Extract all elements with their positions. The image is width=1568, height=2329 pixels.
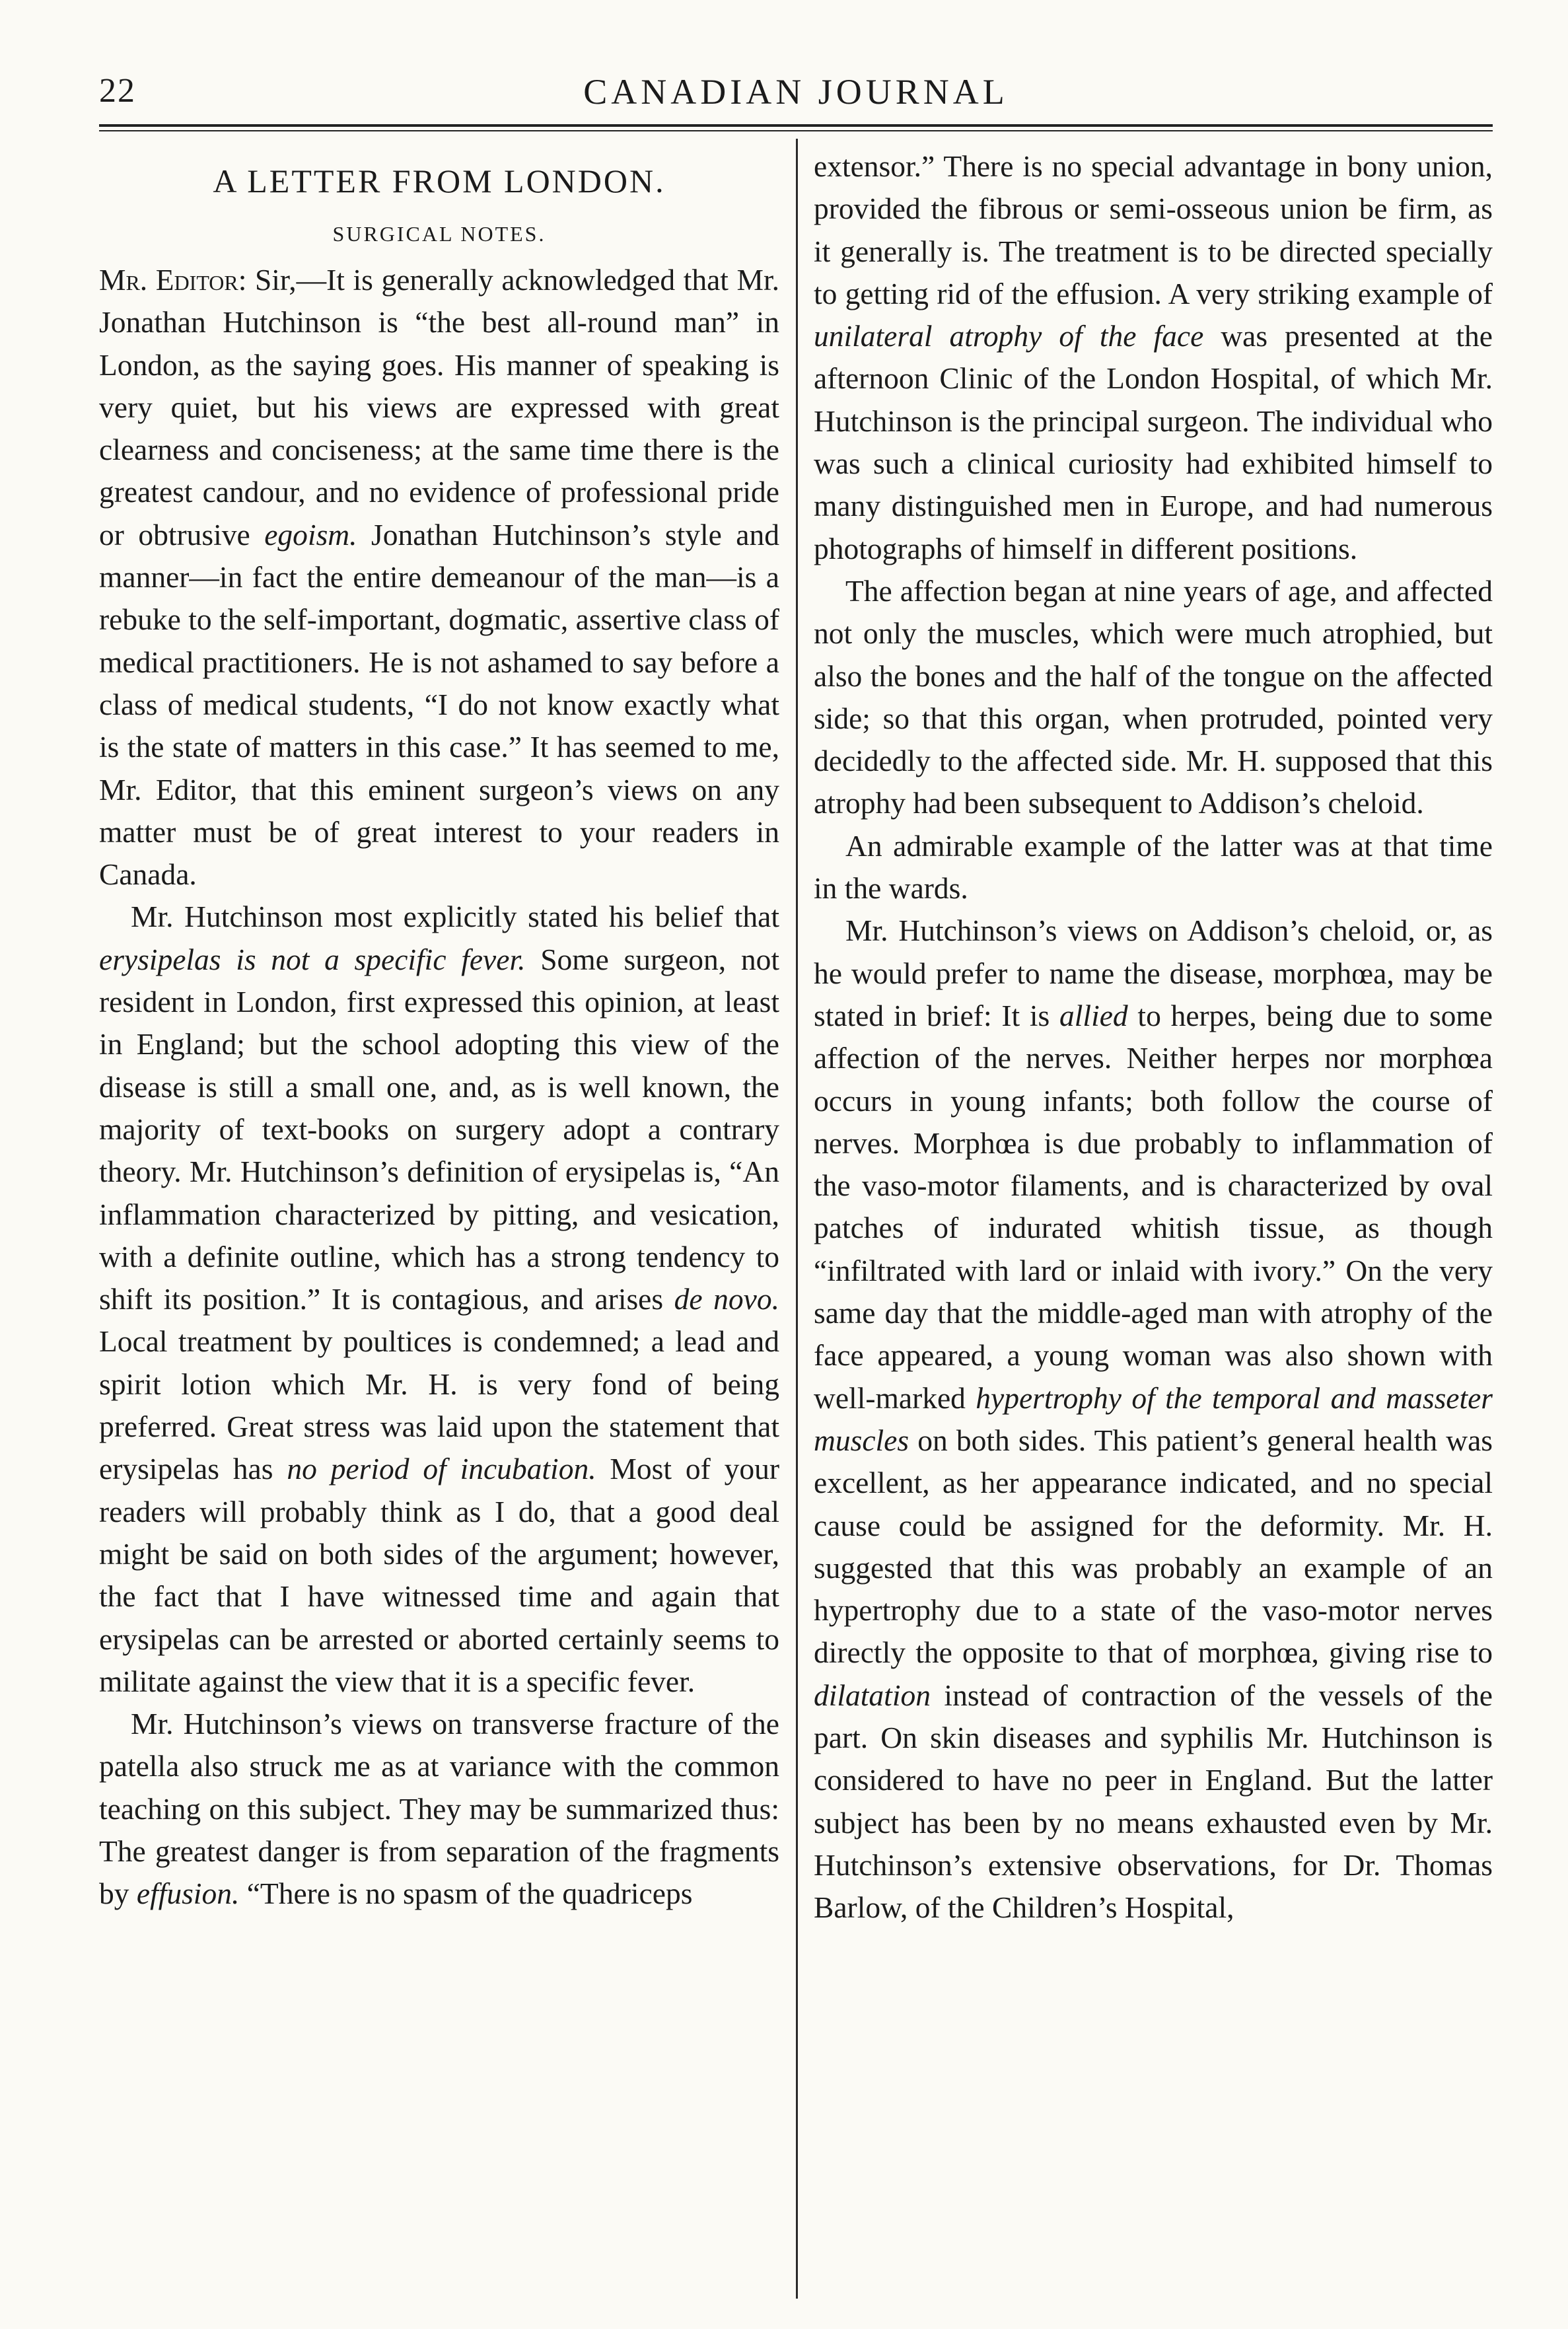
text-run: instead of contraction of the vessels of the part. On skin diseases and syphilis Mr. Hutchinson is considered to have no peer in England. But the latter subject has been by no means exhausted even by Mr. Hutchinson’s extensive observations, for Dr. Thomas Barlow, of the Children’s Hospital, [814,1678,1493,1925]
text-run: Some surgeon, not resident in London, first expressed this opinion, at least in England; but the school adopting this view of the disease is still a small one, and, as is well known, the majority of text-books on surgery adopt a contrary theory. Mr. Hutchinson’s definition of erysipelas is, “An inflammation characterized by pitting, and vesication, with a definite outline, which has a strong tendency to shift its position.” It is contagious, and arises [99,942,779,1316]
left-column [99,145,779,2312]
column-divider [796,139,798,2299]
text-run: extensor.” There is no special advantage in bony union, provided the fibrous or semi-osseous union be firm, as it generally is. The treatment is to be directed specially to getting rid of the effusion. A very striking example of [814,149,1493,310]
text-run: on both sides. This patient’s general health was excellent, as her appearance indicated, and no special cause could be assigned for the deformity. Mr. H. suggested that this was probably an example of an hypertrophy due to a state of the vaso-motor nerves directly the opposite to that of morphœa, giving rise to [814,1423,1493,1670]
text-run: Mr. Hutchinson most explicitly stated his belief that [131,900,779,934]
italic-run: unilateral atrophy of the face [814,319,1204,353]
text-run: was presented at the afternoon Clinic of the London Hospital, of which Mr. Hutchinson is the principal surgeon. The individual who was such a clinical curiosity had exhibited himself to many distinguished men in Europe, and had numerous photographs of himself in different positions. [814,319,1493,565]
italic-run: allied [1059,998,1128,1032]
italic-run: de novo. [674,1282,779,1316]
article-subtitle: SURGICAL NOTES. [332,222,546,246]
paragraph-patella [99,1703,779,1915]
paragraph-opening [99,259,779,896]
page-number: 22 [99,72,136,110]
paragraph-affection: The affection began at nine years of age, and affected not only the muscles, which were much atrophied, but also the bones and the half of the tongue on the affected side; so that this organ, when protruded, pointed very decidedly to the affected side. Mr. H. supposed that this atrophy had been subsequent to Addison’s cheloid. [814,573,1493,820]
text-run: to herpes, being due to some affection of the nerves. Neither herpes nor morphœa occurs in young infants; both follow the course of nerves. Morphœa is due probably to inflammation of the vaso-motor filaments, and is characterized by oval patches of indurated whitish tissue, as though “infiltrated with lard or inlaid with ivory.” On the very same day that the middle-aged man with atrophy of the face appeared, a young woman was also shown with well-marked [814,998,1493,1415]
italic-run: erysipelas is not a specific fever. [99,942,526,976]
right-column [814,145,1493,2312]
text-run: Mr. Hutchinson’s views on transverse fracture of the patella also struck me as at variance with the common teaching on this subject. They may be summarized thus: The greatest danger is from separation of the fragments by [99,1707,779,1911]
italic-run: hypertrophy of the temporal and masseter muscles [814,1380,1493,1457]
paragraph-erysipelas [99,896,779,1703]
italic-run: no period of incubation. [287,1452,596,1486]
header-rule-thin [99,130,1493,131]
text-run: “There is no spasm of the quadriceps [239,1877,693,1911]
paragraph-cheloid [814,910,1493,1929]
italic-run: dilatation [814,1678,931,1712]
italic-run: effusion. [136,1877,240,1911]
text-run: Most of your readers will probably think as I do, that a good deal might be said on both sides of the argument; however, the fact that I have witnessed time and again that erysipelas can be arrested or aborted certainly seems to militate against the view that it is a specific fever. [99,1452,779,1698]
text-run: Jonathan Hutchinson’s style and manner—in fact the entire demeanour of the man—is a rebuke to the self-important, dogmatic, assertive class of medical practitioners. He is not ashamed to say before a class of medical students, “I do not know exactly what is the state of matters in this case.” It has seemed to me, Mr. Editor, that this eminent surgeon’s views on any matter must be of great interest to your readers in Canada. [99,517,779,892]
text-run: Mr. Hutchinson’s views on Addison’s cheloid, or, as he would prefer to name the disease, morphœa, may be stated in brief: It is [814,914,1493,1032]
article-title: A LETTER FROM LONDON. [213,162,666,199]
paragraph-admirable-example: An admirable example of the latter was at that time in the wards. [814,828,1493,906]
paragraph-continuation [814,145,1493,570]
text-run: Local treatment by poultices is condemned; a lead and spirit lotion which Mr. H. is very fond of being preferred. Great stress was laid upon the statement that erysipelas has [99,1324,779,1486]
text-run: : Sir,—It is generally acknowledged that Mr. Jonathan Hutchinson is “the best all-round man” in London, as the saying goes. His manner of speaking is very quiet, but his views are expressed with great clearness and conciseness; at the same time there is the greatest candour, and no evidence of professional pride or obtrusive [99,263,779,552]
journal-title: CANADIAN JOURNAL [583,72,1009,112]
running-header [99,59,1493,119]
header-rule-thick [99,124,1493,127]
salutation: Mr. Editor [99,263,238,297]
italic-run: egoism. [264,517,357,552]
